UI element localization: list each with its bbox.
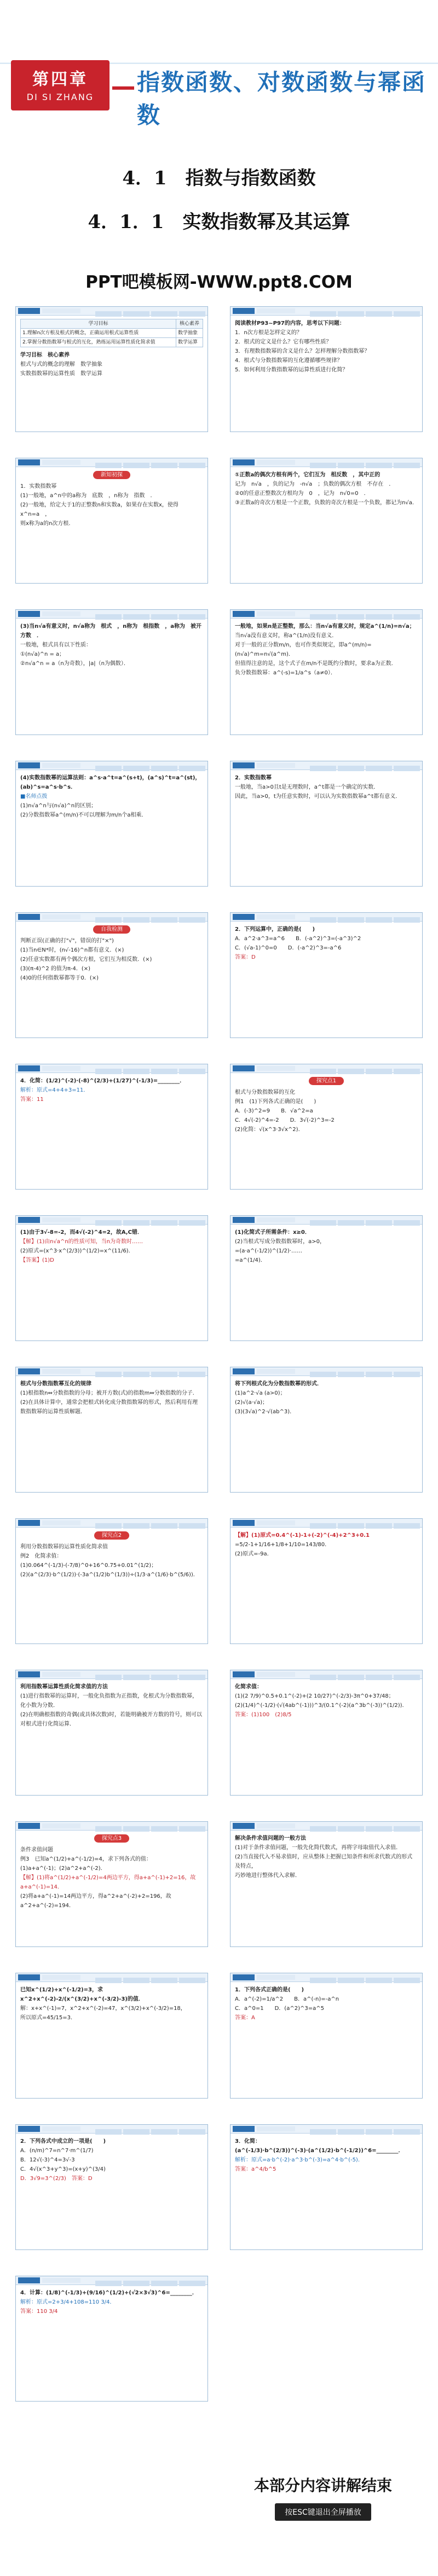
slide-logo (233, 2126, 255, 2132)
slide-line: 当n√a没有意义时，称a^(1/n)没有意义． (235, 633, 338, 639)
slide-content (20, 1076, 203, 1185)
slide-tabs (94, 1217, 205, 1223)
slide-line: 【解】(1)由n√a^n的性质可知，当n为奇数时…… (20, 1239, 143, 1245)
slide-line: D．3√9=3^(2/3) 答案：D (20, 2176, 93, 2182)
table-header-cell: 学习目标 (21, 319, 176, 329)
slide-section-ribbon: 自我检测 (93, 925, 130, 934)
slide-thumbnail[interactable] (230, 912, 423, 1038)
slide-thumbnail[interactable] (15, 2276, 208, 2402)
slide-content (20, 2288, 203, 2397)
slide-tabs (94, 1672, 205, 1677)
exit-fullscreen-button[interactable]: 按ESC键退出全屏播放 (275, 2503, 371, 2521)
slide-logo (18, 762, 40, 768)
slide-logo (233, 1368, 255, 1374)
slide-thumbnail[interactable] (15, 306, 208, 432)
slide-line: (2)(1/4)^(-1/2)·(√(4ab^(-1)))^3/(0.1^(-2)(a^3b^(-3))^(1/2))． (235, 1703, 408, 1709)
table-row (21, 329, 203, 338)
slide-caption-bar (42, 1066, 80, 1071)
slide-line: 答案：A (235, 2015, 255, 2021)
slide-caption-bar (257, 611, 295, 616)
table-cell: 1.理解n次方根及根式的概念，正确运用根式运算性质 (21, 329, 176, 338)
slide-thumbnail[interactable] (230, 761, 423, 887)
slide-logo (18, 1974, 40, 1980)
slide-line: (2)√(a·√a)； (235, 1400, 268, 1406)
slide-toolbar (16, 913, 208, 922)
slide-line: =5/2-1+1/16+1/8+1/10=143/80． (235, 1542, 331, 1548)
slide-line: 但值得注意的是，这个式子在m/n不是既约分数时，要求a为正数． (235, 661, 397, 667)
slide-line: (2)分数指数幂a^(m/n)不可以理解为m/n个a相乘． (20, 812, 147, 818)
slide-line: 答案：11 (20, 1097, 44, 1103)
slide-logo (233, 1671, 255, 1677)
slide-content (235, 1379, 418, 1488)
slide-caption-bar (42, 1217, 80, 1222)
slide-thumbnail[interactable] (230, 1670, 423, 1796)
slide-line: (2)任意实数都有两个偶次方根，它们互为相反数．(×) (20, 957, 152, 963)
slide-content (20, 2137, 203, 2245)
slide-line: 【解】(1)将a^(1/2)+a^(-1/2)=4两边平方，得a+a^(-1)+2=16，故a+a^(-1)=14． (20, 1875, 196, 1890)
slide-line: (3)当n√a有意义时，n√a称为 根式 ，n称为 根指数 ，a称为 被开方数 ． (20, 623, 202, 639)
slide-caption-bar (257, 2126, 295, 2131)
slide-thumbnail[interactable] (15, 761, 208, 887)
slide-tabs (94, 914, 205, 920)
slide-caption-bar (42, 1975, 80, 1980)
slide-line: 阅读教材P93~P97的内容，思考以下问题： (235, 320, 345, 327)
slide-logo (233, 1974, 255, 1980)
section-heading-1: 4．1 指数与指数函数 (122, 167, 316, 189)
chapter-badge (11, 60, 110, 110)
slide-toolbar (16, 1216, 208, 1225)
slide-logo (18, 308, 40, 314)
slide-line: 学习目标 核心素养 (20, 352, 70, 358)
slide-content (235, 1076, 418, 1185)
slide-tabs (94, 1066, 205, 1071)
slide-line: 2．实数指数幂 (235, 775, 272, 781)
slide-line: 实数指数幂的运算性质 数学运算 (20, 371, 102, 377)
slide-content (235, 2137, 418, 2245)
slide-line: 利用指数幂运算性质化简求值的方法 (20, 1684, 108, 1690)
slide-toolbar (230, 1973, 422, 1982)
slide-caption-bar (257, 308, 295, 313)
slide-line: 4．根式与分数指数幂的互化遵循哪些规律？ (235, 358, 343, 364)
slide-thumbnail[interactable] (230, 306, 423, 432)
slide-line: ②0的任意正整数次方根均为 0 ，记为 n√0=0 ． (235, 491, 370, 497)
slide-tabs (94, 1823, 205, 1829)
slide-tabs (94, 308, 205, 314)
slide-line: (2)当直接代入不易求值时，应从整体上把握已知条件和所求代数式的形式及特点， (235, 1854, 413, 1869)
slide-line: 化简求值： (235, 1684, 262, 1690)
chapter-title: 指数函数、对数函数与幂函数 (137, 69, 427, 129)
slide-content (20, 1985, 203, 2094)
slide-tabs (308, 1520, 420, 1526)
slide-caption-bar (42, 1823, 80, 1828)
slide-toolbar (230, 1519, 422, 1528)
slide-toolbar (230, 610, 422, 619)
slide-caption-bar (257, 1217, 295, 1222)
slide-content (20, 470, 203, 579)
slide-content (20, 1228, 203, 1336)
slide-thumbnail[interactable] (230, 1367, 423, 1493)
slide-logo (233, 459, 255, 465)
slide-line: 例2 化简求值： (20, 1553, 62, 1559)
slide-logo (18, 611, 40, 617)
slide-line: 巧妙地进行整体代入求解． (235, 1873, 301, 1879)
slide-line: 5．如何利用分数指数幂的运算性质进行化简？ (235, 367, 348, 373)
slide-toolbar (16, 1519, 208, 1528)
slide-line: (1)化简式子所需条件：x≥0． (235, 1229, 310, 1235)
slide-line: (2)原式=(x^3·x^(2/3))^(1/2)=x^(11/6)． (20, 1248, 134, 1254)
slide-line: 答案：a^4/b^5 (235, 2166, 276, 2172)
slide-caption-bar (257, 1672, 295, 1677)
end-panel (224, 2464, 422, 2530)
slide-line: (2)当根式写成分数指数幂时，a>0， (235, 1239, 326, 1245)
slide-content (235, 773, 418, 882)
slide-tabs (94, 611, 205, 617)
slide-tabs (308, 1369, 420, 1374)
slide-toolbar (230, 458, 422, 467)
slide-tabs (94, 763, 205, 768)
slide-logo (233, 1520, 255, 1526)
slide-tabs (308, 763, 420, 768)
slide-tabs (94, 2278, 205, 2283)
slide-toolbar (16, 761, 208, 770)
slide-toolbar (16, 458, 208, 467)
slide-line: 【解】(1)原式=0.4^(-1)-1+(-2)^(-4)+2^3+0.1 (235, 1532, 370, 1538)
slide-caption-bar (42, 914, 80, 919)
slide-logo (18, 1671, 40, 1677)
slide-content (20, 1834, 203, 1942)
slide-tabs (308, 308, 420, 314)
site-watermark: PPT吧模板网-WWW.ppt8.COM (85, 272, 353, 292)
slide-logo (233, 1823, 255, 1829)
banner-divider (112, 86, 134, 90)
slide-tabs (308, 460, 420, 465)
slide-line: 例1 (1)下列各式正确的是( ) (235, 1099, 316, 1105)
slide-thumbnail[interactable] (15, 1821, 208, 1947)
slide-thumbnail[interactable] (230, 1215, 423, 1341)
slide-section-ribbon: 新知初探 (93, 471, 130, 479)
slide-line: 例3 已知a^(1/2)+a^(-1/2)=4，求下列各式的值： (20, 1856, 152, 1862)
slide-line: 判断正误(正确的打"√"，错误的打"×") (20, 938, 114, 944)
slide-line: 负分数指数幂：a^(-s)=1/a^s（a≠0）． (235, 670, 336, 676)
slide-line: 2．下列各式中成立的一项是( ) (20, 2138, 106, 2144)
slide-line: 4．计算：(1/8)^(-1/3)+(9/16)^(1/2)+(√2×3√3)^6=________． (20, 2290, 198, 2296)
slide-line: C．4√(x^3+y^3)=(x+y)^(3/4) (20, 2166, 106, 2172)
slide-line: C．4√(-2)^4=-2 D．3√(-2)^3=-2 (235, 1117, 335, 1123)
slide-caption-bar (42, 460, 80, 465)
slide-line: 则x称为a的n次方根． (20, 521, 74, 527)
table-cell: 数学运算 (176, 338, 203, 347)
slide-line: =(a·a^(-1/2))^(1/2)·…… (235, 1248, 302, 1254)
slide-toolbar (16, 1367, 208, 1376)
slide-line: 条件求值问题 (20, 1847, 53, 1853)
slide-thumbnail[interactable] (230, 1064, 423, 1190)
slide-line: 记为 n√a ，负的记为 -n√a ；负数的偶次方根 不存在 ． (235, 481, 395, 487)
slide-content (20, 925, 203, 1033)
slide-line: 一般地，根式具有以下性质： (20, 642, 91, 648)
slide-logo (18, 1368, 40, 1374)
slide-toolbar (230, 307, 422, 316)
slide-line: A．(n/m)^7=n^7·m^(1/7) (20, 2148, 94, 2154)
chapter-pinyin: DI SI ZHANG (26, 92, 94, 102)
slide-toolbar (230, 1822, 422, 1831)
slide-tabs (308, 1217, 420, 1223)
objectives-table (20, 319, 203, 347)
slide-content (20, 1682, 203, 1791)
slide-thumbnail[interactable] (230, 1821, 423, 1947)
slide-line: 解析：原式=2+3/4+108=110 3/4． (20, 2299, 116, 2305)
slide-content (20, 622, 203, 730)
slide-line: ③正数a的奇次方根是一个正数，负数的奇次方根是一个负数，都记为n√a． (235, 500, 418, 506)
slide-thumbnail[interactable] (230, 1973, 423, 2099)
slide-content (235, 1228, 418, 1336)
slide-line: (1)根指数n⇔分数指数的分母；被开方数(式)的指数m⇔分数指数的分子． (20, 1390, 198, 1396)
slide-logo (18, 1823, 40, 1829)
slide-line: 因此，当a>0，t为任意实数时，可以认为实数指数幂a^t都有意义． (235, 794, 401, 800)
slide-tabs (94, 1975, 205, 1980)
slide-thumbnail[interactable] (230, 458, 423, 584)
slide-tabs (308, 611, 420, 617)
slide-tabs (94, 460, 205, 465)
slide-tabs (308, 2126, 420, 2132)
slide-line: (3)(π-4)^2 的值为π-4．(×) (20, 966, 91, 972)
slide-caption-bar (42, 763, 80, 768)
slide-toolbar (16, 2276, 208, 2285)
slide-line: (1)由于3√-8=-2，而4√(-2)^4=2，故A,C错． (20, 1229, 143, 1235)
slide-content (235, 925, 418, 1033)
slide-logo (18, 2126, 40, 2132)
slide-toolbar (16, 1973, 208, 1982)
slide-line: ①(n√a)^n = a； (20, 651, 65, 657)
slide-thumbnail[interactable] (15, 1064, 208, 1190)
slide-content (235, 1531, 418, 1639)
slide-line: ■名师点拨 (20, 794, 48, 800)
slide-caption-bar (257, 1823, 295, 1828)
slide-caption-bar (42, 1672, 80, 1677)
section-heading-2: 4．1．1 实数指数幂及其运算 (88, 211, 350, 233)
slide-line: 解析：原式=4+4+3=11． (20, 1087, 89, 1093)
slide-thumbnail[interactable] (15, 912, 208, 1038)
slide-caption-bar (42, 2278, 80, 2283)
slide-thumbnail[interactable] (230, 609, 423, 735)
slide-line: A．a^(-2)=1/a^2 B．a^(-n)=-a^n (235, 1996, 339, 2002)
slide-line: (3)(3√a)^2·√(ab^3)． (235, 1409, 296, 1415)
slide-caption-bar (257, 914, 295, 919)
slide-thumbnail[interactable] (15, 1670, 208, 1796)
slide-thumbnail[interactable] (230, 1518, 423, 1644)
slide-line: A．a^2·a^3=a^6 B．(-a^2)^3=(-a^3)^2 (235, 936, 361, 942)
slide-tabs (94, 2126, 205, 2132)
slide-caption-bar (42, 611, 80, 616)
slide-line: (1)a^2·√a (a>0)； (235, 1390, 286, 1396)
slide-line: (2)(a^(2/3)·b^(1/2))·(-3a^(1/2)b^(1/3))÷(1/3·a^(1/6)·b^(5/6))． (20, 1572, 199, 1578)
slide-toolbar (230, 913, 422, 922)
slide-line: 一般地，当a>0且t是无理数时，a^t都是一个确定的实数． (235, 784, 379, 790)
slide-logo (18, 459, 40, 465)
slide-line: (1)对于条件求值问题，一般先化简代数式，再将字母取值代入求值． (235, 1845, 402, 1851)
slide-content (235, 319, 418, 427)
slide-line: (2)在明确根指数的奇偶(或具体次数)时，若能明确被开方数的符号，则可以对根式进行化简运算． (20, 1712, 202, 1727)
slide-logo (233, 1065, 255, 1071)
slide-caption-bar (42, 2126, 80, 2131)
slide-line: C．a^0=1 D．(a^2)^3=a^5 (235, 2006, 324, 2012)
slide-caption-bar (42, 1520, 80, 1525)
slide-toolbar (16, 1822, 208, 1831)
slide-thumbnail[interactable] (15, 609, 208, 735)
slide-line: (1)n√a^n与(n√a)^n的区别； (20, 803, 97, 809)
chapter-label: 第四章 (32, 70, 88, 89)
slide-line: (1)(2 7/9)^0.5+0.1^(-2)+(2 10/27)^(-2/3)-3π^0+37/48； (235, 1693, 394, 1699)
slide-content (235, 622, 418, 730)
slide-content (20, 773, 203, 882)
slide-thumbnail[interactable] (15, 1215, 208, 1341)
slide-line: 对于一般的正分数m/n，也可作类似规定，即a^(m/n)=(n√a)^m=n√(a^m)． (235, 642, 372, 657)
slide-line: 1．实数指数幂 (20, 483, 57, 489)
slide-content (235, 1682, 418, 1791)
slide-thumbnail[interactable] (15, 1973, 208, 2099)
slide-line: ①正数a的偶次方根有两个，它们互为 相反数 ，其中正的 (235, 472, 381, 478)
slide-toolbar (16, 1064, 208, 1073)
slide-logo (233, 1217, 255, 1223)
table-cell: 数学抽象 (176, 329, 203, 338)
slide-toolbar (230, 1216, 422, 1225)
slide-line: 答案：D (235, 954, 256, 960)
slide-thumbnail[interactable] (15, 1518, 208, 1644)
slide-logo (233, 611, 255, 617)
slide-line: 根式与分数指数幂互化的规律 (20, 1381, 91, 1387)
slide-toolbar (16, 610, 208, 619)
slide-toolbar (230, 1064, 422, 1073)
slide-tabs (94, 1520, 205, 1526)
slide-toolbar (230, 1367, 422, 1376)
slide-thumbnail[interactable] (230, 2124, 423, 2250)
end-title: 本部分内容讲解结束 (253, 2476, 392, 2495)
slide-logo (18, 2277, 40, 2283)
slide-line: B．12√(-3)^4=3√-3 (20, 2157, 75, 2163)
slide-line: 2．根式的定义是什么？它有哪些性质？ (235, 339, 332, 345)
slide-toolbar (16, 1670, 208, 1679)
slide-line: (1)进行指数幂的运算时，一般化负指数为正指数，化根式为分数指数幂，化小数为分数． (20, 1693, 198, 1709)
slide-line: 将下列根式化为分数指数幂的形式． (235, 1381, 322, 1387)
slide-line: 根式与分数指数幂的互化 (235, 1089, 295, 1095)
slide-line: 根式与式的概念的理解 数学抽象 (20, 362, 102, 368)
slide-logo (233, 914, 255, 920)
slide-logo (18, 1520, 40, 1526)
slide-line: 1．n次方根是怎样定义的？ (235, 330, 302, 336)
slide-line: (1)一般地，a^n中的a称为 底数 ，n称为 指数 ． (20, 493, 156, 499)
slide-logo (18, 914, 40, 920)
slide-logo (233, 308, 255, 314)
table-row (21, 338, 203, 347)
slide-caption-bar (257, 763, 295, 768)
slide-line: C．(√a-1)^0=0 D．(-a^2)^3=-a^6 (235, 945, 342, 951)
slide-line: (1)a+a^(-1)；(2)a^2+a^(-2)． (20, 1866, 106, 1872)
slide-caption-bar (42, 308, 80, 313)
slide-content (20, 1379, 203, 1488)
slide-line: 一般地，如果n是正整数，那么：当n√a有意义时，规定a^(1/n)=n√a； (235, 623, 415, 630)
slide-content (20, 319, 203, 427)
slide-content (20, 1531, 203, 1639)
slide-content (235, 1834, 418, 1942)
slide-thumbnail[interactable] (15, 2124, 208, 2250)
slide-line: 1．下列各式正确的是( ) (235, 1987, 304, 1993)
slide-tabs (308, 1066, 420, 1071)
slide-line: (4)0的任何指数幂都等于0．(×) (20, 975, 99, 981)
slide-logo (233, 762, 255, 768)
table-header-cell: 核心素养 (176, 319, 203, 329)
slide-line: (2)化简：√(x^3·3√x^2)． (235, 1127, 304, 1133)
slide-line: (1)0.064^(-1/3)-(-7/8)^0+16^0.75+0.01^(1/2)； (20, 1563, 157, 1569)
slide-line: 答案：110 3/4 (20, 2309, 58, 2315)
slide-line: (2)将a+a^(-1)=14两边平方，得a^2+a^(-2)+2=196，故a^2+a^(-2)=194． (20, 1893, 171, 1909)
slide-caption-bar (257, 1520, 295, 1525)
slide-toolbar (230, 761, 422, 770)
slide-section-ribbon: 探究点3 (94, 1834, 129, 1843)
slide-caption-bar (257, 1369, 295, 1374)
slide-line: (2)在具体计算中，通常会把根式转化成分数指数幂的形式，然后利用有理数指数幂的运算性质解题． (20, 1400, 198, 1415)
slide-caption-bar (257, 1066, 295, 1071)
slide-line: 解析：原式=a·b^(-2)·a^3·b^(-3)=a^4·b^(-5)． (235, 2157, 364, 2163)
slide-line: 利用分数指数幂的运算性质化简求值 (20, 1544, 108, 1550)
slide-line: 3．有理数指数幂的含义是什么？怎样理解分数指数幂？ (235, 348, 370, 354)
slide-logo (18, 1217, 40, 1223)
slide-line: 4．化简：(1/2)^(-2)·(-8)^(2/3)+(1/27)^(-1/3)=________． (20, 1078, 186, 1084)
slide-line: 已知x^(1/2)+x^(-1/2)=3，求x^2+x^(-2)-2/(x^(3/2)+x^(-3/2)-3)的值． (20, 1987, 144, 2002)
slide-line: 答案：(1)100 (2)8/5 (235, 1712, 292, 1718)
slide-line: 解：x+x^(-1)=7，x^2+x^(-2)=47，x^(3/2)+x^(-3/2)=18， (20, 2006, 186, 2012)
slide-toolbar (16, 307, 208, 316)
slide-caption-bar (42, 1369, 80, 1374)
slide-tabs (308, 914, 420, 920)
slide-tabs (308, 1672, 420, 1677)
slide-line: ②n√a^n = a（n为奇数），|a|（n为偶数）． (20, 661, 129, 667)
slide-toolbar (230, 1670, 422, 1679)
slide-section-ribbon: 探究点2 (94, 1531, 129, 1540)
slide-line: 【答案】(1)D (20, 1257, 54, 1263)
slide-tabs (308, 1823, 420, 1829)
slide-caption-bar (257, 460, 295, 465)
table-cell: 2.掌握分数指数幂与根式的互化，熟练运用运算性质化简求值 (21, 338, 176, 347)
slide-line: (1)当n∈N*时，(n√-16)^n都有意义．(×) (20, 947, 124, 953)
slide-line: 解决条件求值问题的一般方法 (235, 1835, 306, 1841)
chapter-banner (0, 49, 438, 129)
slide-logo (18, 1065, 40, 1071)
slide-content (235, 1985, 418, 2094)
slide-toolbar (16, 2125, 208, 2134)
slide-line: 3．化简：(a^(-1/3)·b^(2/3))^(-3)·(a^(1/2)·b^(-1/2))^6=________． (235, 2138, 404, 2154)
slide-line: =a^(1/4)． (235, 1257, 266, 1263)
slide-thumbnail[interactable] (15, 458, 208, 584)
slide-line: 2．下列运算中，正确的是( ) (235, 926, 315, 933)
slide-line: A．(-3)^2=9 B．√a^2=a (235, 1108, 313, 1114)
slide-line: (2)一般地，给定大于1的正整数n和实数a，如果存在实数x，使得 x^n=a ， (20, 502, 184, 517)
slide-line: (4)实数指数幂的运算法则：a^s·a^t=a^(s+t)，(a^s)^t=a^(st)，(ab)^s=a^s·b^s． (20, 775, 201, 790)
slide-section-ribbon: 探究点1 (309, 1077, 344, 1085)
slide-content (235, 470, 418, 579)
slide-thumbnail[interactable] (15, 1367, 208, 1493)
slide-line: (2)原式=-9a． (235, 1551, 273, 1557)
slide-line: 所以原式=45/15=3． (20, 2015, 76, 2021)
slide-tabs (94, 1369, 205, 1374)
slide-toolbar (230, 2125, 422, 2134)
slide-caption-bar (257, 1975, 295, 1980)
slide-tabs (308, 1975, 420, 1980)
